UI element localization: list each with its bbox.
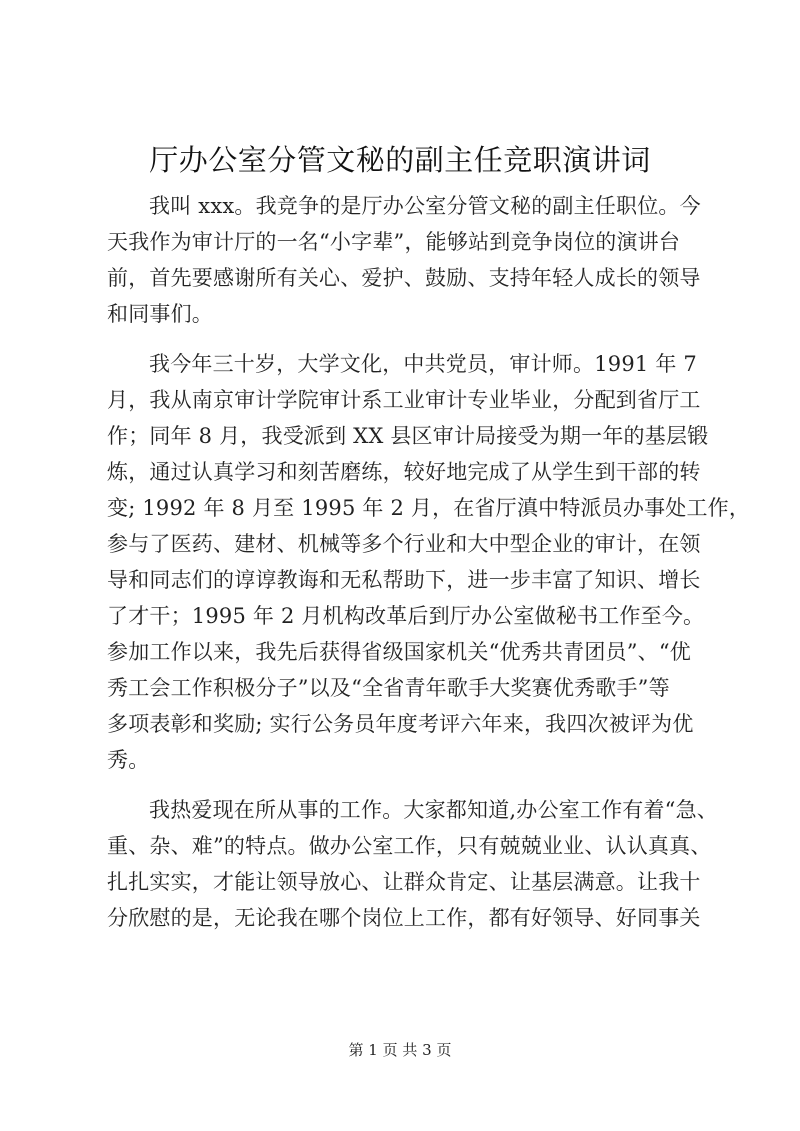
text-line: 扎扎实实，才能让领导放心、让群众肯定、让基层满意。让我十 [107, 870, 701, 894]
paragraph [107, 188, 707, 332]
text-line: 了才干；1995 年 2 月机构改革后到厅办公室做秘书工作至今。 [107, 604, 705, 628]
text-line: 参加工作以来，我先后获得省级国家机关“优秀共青团员”、“优 [107, 640, 692, 664]
text-line: 秀。 [107, 748, 150, 772]
page-footer: 第 1 页 共 3 页 [348, 1041, 452, 1059]
document-body [107, 188, 751, 936]
paragraph [107, 792, 719, 936]
text-line: 我热爱现在所从事的工作。大家都知道,办公室工作有着“急、 [149, 798, 719, 822]
text-line: 秀工会工作积极分子”以及“全省青年歌手大奖赛优秀歌手”等 [107, 676, 670, 700]
text-line: 导和同志们的谆谆教诲和无私帮助下，进一步丰富了知识、增长 [107, 568, 701, 592]
text-line: 月，我从南京审计学院审计系工业审计专业毕业，分配到省厅工 [107, 388, 701, 412]
text-line: 作；同年 8 月，我受派到 XX 县区审计局接受为期一年的基层锻 [107, 424, 709, 448]
text-line: 炼，通过认真学习和刻苦磨练，较好地完成了从学生到干部的转 [107, 460, 701, 484]
text-line: 多项表彰和奖励; 实行公务员年度考评六年来，我四次被评为优 [107, 712, 694, 736]
text-line: 重、杂、难”的特点。做办公室工作，只有兢兢业业、认认真真、 [107, 834, 712, 858]
paragraph [107, 346, 751, 778]
text-line: 前，首先要感谢所有关心、爱护、鼓励、支持年轻人成长的领导 [107, 266, 701, 290]
text-line: 天我作为审计厅的一名“小字辈”，能够站到竞争岗位的演讲台 [107, 230, 681, 254]
text-line: 变; 1992 年 8 月至 1995 年 2 月，在省厅滇中特派员办事处工作， [107, 496, 751, 520]
text-line: 和同事们。 [107, 302, 213, 326]
text-line: 参与了医药、建材、机械等多个行业和大中型企业的审计，在领 [107, 532, 701, 556]
document-title: 厅办公室分管文秘的副主任竞职演讲词 [149, 143, 651, 177]
text-line: 分欣慰的是，无论我在哪个岗位上工作，都有好领导、好同事关 [107, 906, 701, 930]
text-line: 我叫 xxx。我竞争的是厅办公室分管文秘的副主任职位。今 [149, 194, 701, 218]
text-line: 我今年三十岁，大学文化，中共党员，审计师。1991 年 7 [149, 352, 697, 376]
